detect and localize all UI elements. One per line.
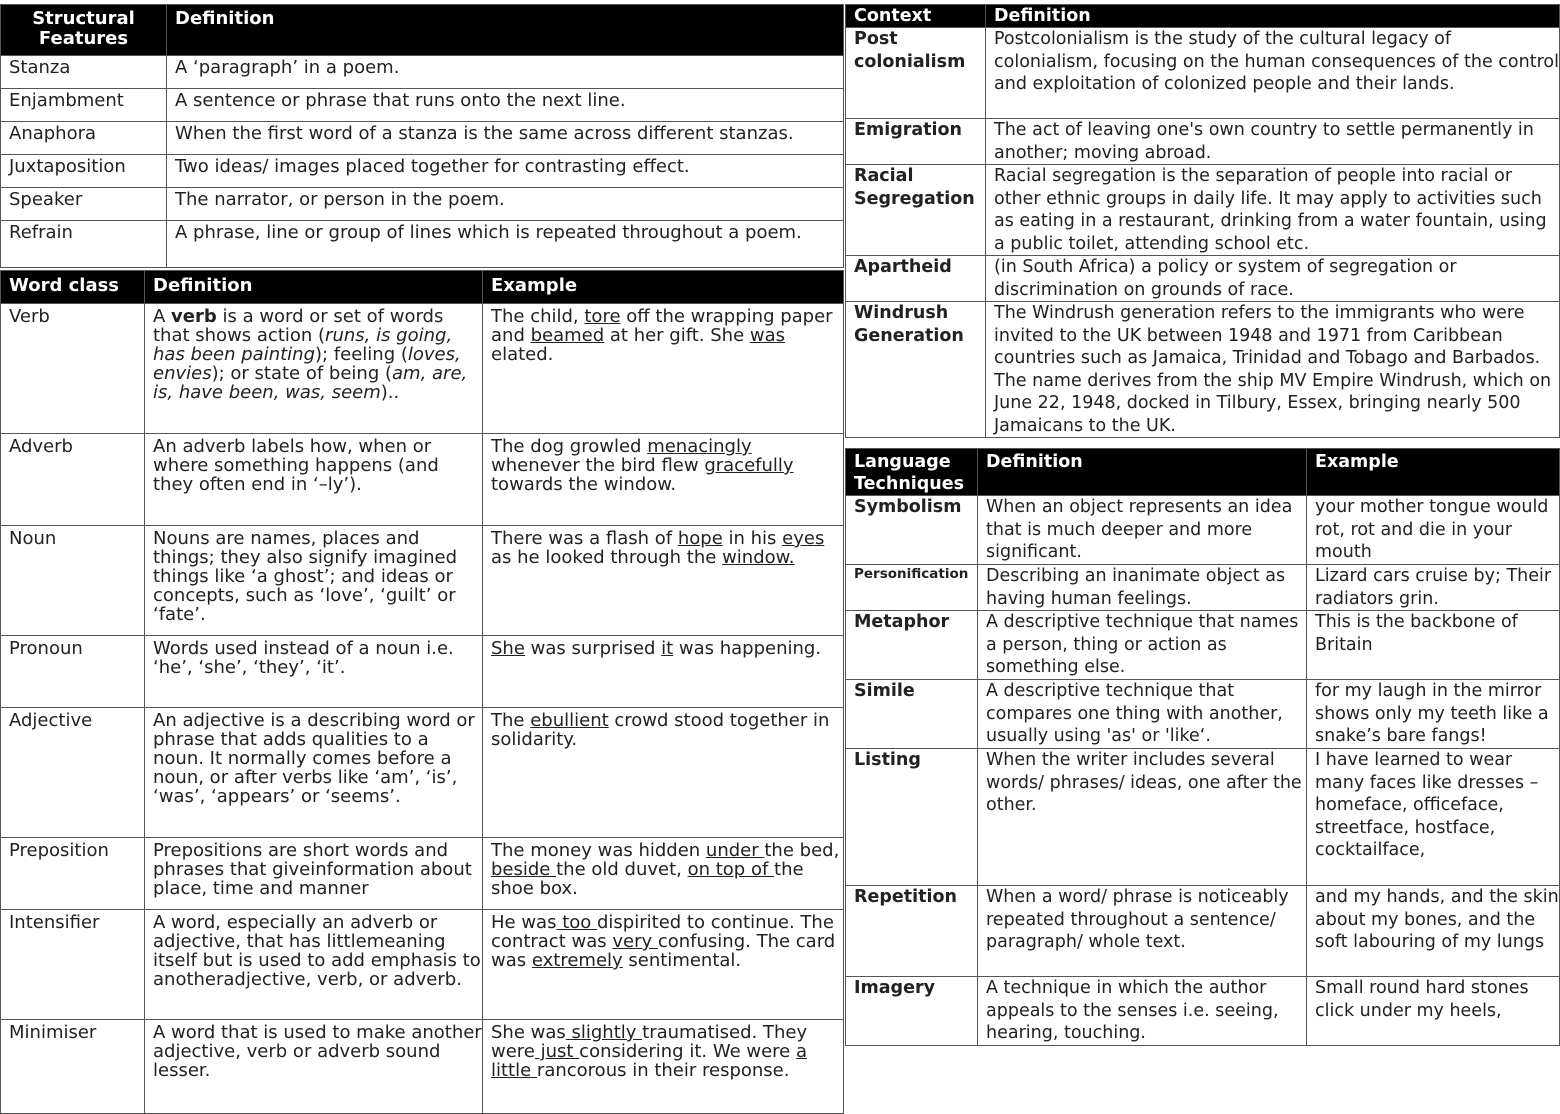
definition-segment: loves, envies (153, 344, 461, 384)
wordclass-row (1, 434, 844, 526)
definition-segment: ); or state of being ( (211, 363, 393, 384)
wordclass-term: Adjective (1, 708, 145, 838)
context-row (846, 28, 1560, 119)
example-segment: dispirited to continue. The contract was (491, 912, 834, 952)
structural-header-definition: Definition (167, 5, 844, 56)
language-row (846, 749, 1560, 886)
example-segment: beside (491, 859, 557, 880)
structural-row (1, 122, 844, 155)
example-segment: the old duvet, (556, 859, 688, 880)
wordclass-header-term: Word class (1, 271, 145, 304)
wordclass-example (483, 434, 844, 526)
language-term: Repetition (846, 886, 978, 977)
word-class-table (0, 270, 844, 1114)
context-term: Post colonialism (846, 28, 986, 119)
context-term: Emigration (846, 119, 986, 165)
language-definition: When a word/ phrase is noticeably repeated throughout a sentence/ paragraph/ whole text. (978, 886, 1307, 977)
wordclass-definition (145, 708, 483, 838)
example-segment: was surprised (524, 638, 662, 659)
language-example: Lizard cars cruise by; Their radiators grin. (1307, 565, 1560, 611)
context-header-term: Context (846, 5, 986, 28)
wordclass-term: Noun (1, 526, 145, 636)
structural-row (1, 56, 844, 89)
structural-features-table (0, 4, 844, 268)
wordclass-example (483, 304, 844, 434)
example-segment: too (556, 912, 597, 933)
structural-term: Juxtaposition (1, 155, 167, 188)
language-term: Metaphor (846, 611, 978, 680)
example-segment: a little (491, 1041, 807, 1081)
language-row (846, 977, 1560, 1046)
wordclass-term: Preposition (1, 838, 145, 910)
wordclass-row (1, 304, 844, 434)
structural-row (1, 155, 844, 188)
wordclass-term: Minimiser (1, 1020, 145, 1114)
language-example: for my laugh in the mirror shows only my teeth like a snake’s bare fangs! (1307, 680, 1560, 749)
example-segment: in his (722, 528, 783, 549)
wordclass-term: Verb (1, 304, 145, 434)
context-definition: The Windrush generation refers to the immigrants who were invited to the UK between 1948 and 1971 from Caribbean countries such as Jamaica, Trinidad and Tobago and Barbados. The name derives from the ship MV Empire Windrush, which on June 22, 1948, docked in Tilbury, Essex, bringing nearly 500 Jamaicans to the UK. (986, 302, 1560, 438)
language-term: Simile (846, 680, 978, 749)
wordclass-definition (145, 910, 483, 1020)
definition-segment: Nouns are names, places and things; they also signify imagined things like ‘a ghost’; and ideas or concepts, such as ‘love’, ‘guilt’ or ‘fate’. (153, 528, 458, 625)
language-definition: A technique in which the author appeals to the senses i.e. seeing, hearing, touching. (978, 977, 1307, 1046)
example-segment: sentimental. (622, 950, 742, 971)
language-row (846, 565, 1560, 611)
structural-definition: Two ideas/ images placed together for contrasting effect. (167, 155, 844, 188)
structural-definition: A sentence or phrase that runs onto the next line. (167, 89, 844, 122)
language-row (846, 611, 1560, 680)
structural-header-term: Structural Features (1, 5, 167, 56)
language-example: your mother tongue would rot, rot and die in your mouth (1307, 496, 1560, 565)
definition-segment: am, are, is, have been, was, seem (153, 363, 468, 403)
wordclass-header-row (1, 271, 844, 304)
context-definition: (in South Africa) a policy or system of segregation or discrimination on grounds of race. (986, 256, 1560, 302)
wordclass-term: Intensifier (1, 910, 145, 1020)
example-segment: ebullient (530, 710, 609, 731)
context-row (846, 302, 1560, 438)
language-example: I have learned to wear many faces like dresses – homeface, officeface, streetface, hostface, cocktailface, (1307, 749, 1560, 886)
context-definition: Postcolonialism is the study of the cultural legacy of colonialism, focusing on the human consequences of the control and exploitation of colonized people and their lands. (986, 28, 1560, 119)
definition-segment: ); feeling ( (315, 344, 408, 365)
language-header-row (846, 449, 1560, 496)
example-segment: There was a flash of (491, 528, 678, 549)
example-segment: He was (491, 912, 557, 933)
language-term: Symbolism (846, 496, 978, 565)
example-segment: on top of (687, 859, 775, 880)
example-segment: eyes (782, 528, 825, 549)
example-segment: The money was hidden (491, 840, 706, 861)
language-definition: A descriptive technique that names a person, thing or action as something else. (978, 611, 1307, 680)
wordclass-example (483, 1020, 844, 1114)
language-term: Personification (846, 565, 978, 611)
definition-segment: Words used instead of a noun i.e. ‘he’, ‘she’, ‘they’, ‘it’. (153, 638, 454, 678)
structural-term: Stanza (1, 56, 167, 89)
context-row (846, 119, 1560, 165)
language-term: Imagery (846, 977, 978, 1046)
wordclass-definition (145, 1020, 483, 1114)
language-header-example: Example (1307, 449, 1560, 496)
definition-segment: An adjective is a describing word or phrase that adds qualities to a noun. It normally comes before a noun, or after verbs like ‘am’, ‘is’, ‘was’, ‘appears’ or ‘seems’. (153, 710, 475, 807)
context-row (846, 256, 1560, 302)
wordclass-row (1, 838, 844, 910)
example-segment: The (491, 710, 531, 731)
example-segment: the bed, (764, 840, 840, 861)
structural-definition: A phrase, line or group of lines which is repeated throughout a poem. (167, 221, 844, 268)
structural-term: Speaker (1, 188, 167, 221)
example-segment: just (534, 1041, 580, 1062)
example-segment: whenever the bird flew (491, 455, 705, 476)
example-segment: beamed (530, 325, 605, 346)
language-example: This is the backbone of Britain (1307, 611, 1560, 680)
wordclass-definition (145, 526, 483, 636)
example-segment: The child, (491, 306, 585, 327)
structural-definition: A ‘paragraph’ in a poem. (167, 56, 844, 89)
context-header-definition: Definition (986, 5, 1560, 28)
example-segment: the shoe box. (491, 859, 804, 899)
wordclass-term: Pronoun (1, 636, 145, 708)
context-header-row (846, 5, 1560, 28)
example-segment: as he looked through the (491, 547, 723, 568)
definition-segment: A word, especially an adverb or adjective, that has littlemeaning itself but is used to add emphasis to anotheradjective, verb, or adverb. (153, 912, 481, 990)
context-definition: The act of leaving one's own country to settle permanently in another; moving abroad. (986, 119, 1560, 165)
language-definition: When the writer includes several words/ phrases/ ideas, one after the other. (978, 749, 1307, 886)
example-segment: traumatised. They were (491, 1022, 808, 1062)
wordclass-definition (145, 838, 483, 910)
wordclass-header-example: Example (483, 271, 844, 304)
context-term: Windrush Generation (846, 302, 986, 438)
structural-definition: The narrator, or person in the poem. (167, 188, 844, 221)
definition-segment: ).. (380, 382, 400, 403)
definition-segment: An adverb labels how, when or where something happens (and they often end in ‘–ly’). (153, 436, 439, 495)
structural-definition: When the first word of a stanza is the same across different stanzas. (167, 122, 844, 155)
structural-header-row (1, 5, 844, 56)
context-row (846, 165, 1560, 256)
wordclass-example (483, 708, 844, 838)
wordclass-row (1, 526, 844, 636)
language-row (846, 496, 1560, 565)
wordclass-row (1, 910, 844, 1020)
example-segment: hope (677, 528, 723, 549)
example-segment: She (491, 638, 525, 659)
language-header-term: Language Techniques (846, 449, 978, 496)
language-term: Listing (846, 749, 978, 886)
wordclass-header-definition: Definition (145, 271, 483, 304)
example-segment: She was (491, 1022, 566, 1043)
language-techniques-table (845, 448, 1560, 1046)
example-segment: window. (722, 547, 795, 568)
wordclass-definition (145, 304, 483, 434)
example-segment: considering it. We were (579, 1041, 796, 1062)
structural-term: Refrain (1, 221, 167, 268)
wordclass-example (483, 910, 844, 1020)
language-row (846, 886, 1560, 977)
structural-term: Enjambment (1, 89, 167, 122)
example-segment: off the wrapping paper and (491, 306, 833, 346)
wordclass-term: Adverb (1, 434, 145, 526)
language-row (846, 680, 1560, 749)
example-segment: at her gift. She (604, 325, 750, 346)
definition-segment: verb (171, 306, 217, 327)
context-definition: Racial segregation is the separation of people into racial or other ethnic groups in daily life. It may apply to activities such as eating in a restaurant, drinking from a water fountain, using a public toilet, attending school etc. (986, 165, 1560, 256)
example-segment: slightly (565, 1022, 643, 1043)
language-example: and my hands, and the skin about my bones, and the soft labouring of my lungs (1307, 886, 1560, 977)
definition-segment: A word that is used to make another adjective, verb or adverb sound lesser. (153, 1022, 482, 1081)
example-segment: elated. (491, 344, 554, 365)
definition-segment: Prepositions are short words and phrases that giveinformation about place, time and manner (153, 840, 472, 899)
definition-segment: is a word or set of words that shows action ( (153, 306, 444, 346)
example-segment: was happening. (673, 638, 822, 659)
wordclass-example (483, 838, 844, 910)
example-segment: it (661, 638, 674, 659)
wordclass-row (1, 636, 844, 708)
wordclass-definition (145, 636, 483, 708)
example-segment: gracefully (704, 455, 794, 476)
wordclass-row (1, 1020, 844, 1114)
example-segment: under (705, 840, 765, 861)
example-segment: towards the window. (491, 474, 677, 495)
wordclass-example (483, 526, 844, 636)
example-segment: menacingly (647, 436, 752, 457)
example-segment: rancorous in their response. (536, 1060, 790, 1081)
definition-segment: runs, is going, has been painting (153, 325, 453, 365)
definition-segment: A (153, 306, 172, 327)
example-segment: The dog growled (491, 436, 648, 457)
wordclass-example (483, 636, 844, 708)
wordclass-row (1, 708, 844, 838)
context-term: Racial Segregation (846, 165, 986, 256)
language-definition: A descriptive technique that compares one thing with another, usually using 'as' or 'like‘. (978, 680, 1307, 749)
wordclass-definition (145, 434, 483, 526)
structural-row (1, 221, 844, 268)
example-segment: confusing. The card was (491, 931, 836, 971)
example-segment: extremely (531, 950, 623, 971)
structural-row (1, 188, 844, 221)
language-example: Small round hard stones click under my heels, (1307, 977, 1560, 1046)
example-segment: tore (584, 306, 621, 327)
structural-term: Anaphora (1, 122, 167, 155)
example-segment: very (612, 931, 658, 952)
example-segment: crowd stood together in solidarity. (491, 710, 830, 750)
structural-row (1, 89, 844, 122)
language-definition: Describing an inanimate object as having human feelings. (978, 565, 1307, 611)
context-term: Apartheid (846, 256, 986, 302)
language-header-definition: Definition (978, 449, 1307, 496)
context-table (845, 4, 1560, 438)
language-definition: When an object represents an idea that is much deeper and more significant. (978, 496, 1307, 565)
example-segment: was (749, 325, 786, 346)
